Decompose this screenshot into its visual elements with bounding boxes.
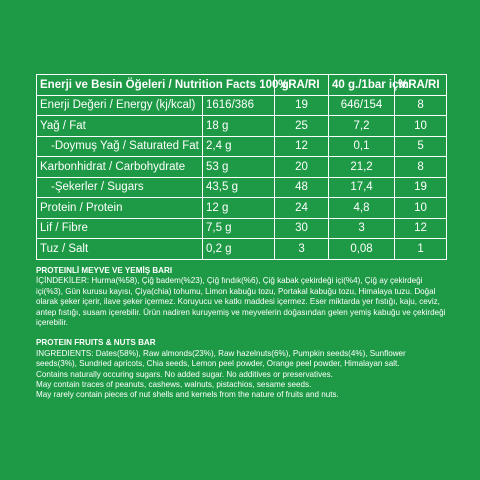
row-ri-percent: 12 [275, 136, 329, 157]
row-per-serving: 7,2 [329, 116, 395, 137]
row-value: 12 g [203, 198, 275, 219]
row-ri-percent: 48 [275, 177, 329, 198]
row-value: 7,5 g [203, 218, 275, 239]
header-ri-percent-serving: %RA/RI [395, 75, 447, 96]
row-per-serving: 646/154 [329, 95, 395, 116]
english-sugar-statement: Contains naturally occuring sugars. No added sugar. No additives or preservatives. [36, 369, 333, 379]
english-ingredients-line: INGREDIENTS: Dates(58%), Raw almonds(23%), Raw hazelnuts(6%), Pumpkin seeds(4%), Sunflower seeds(3%), Sundried apricots, Chia seeds, Lemon peel powder, Orange peel powder, Himalayan salt. [36, 348, 406, 369]
turkish-ingredients-text: İÇİNDEKİLER: Hurma(%58), Çiğ badem(%23), Çiğ fındık(%6), Çiğ kabak çekirdeği içi(%4), Çiğ ay çekirdeği içi(%3), Gün kurusu kayısı, Çiya(chia) tohumu, Limon kabuğu tozu, Portakal kabuğu tozu, Himalaya tuzu. Doğal olarak şeker içerir, ilave şeker içermez. Koruyucu ve katkı maddesi içermez. Eser miktarda yer fıstığı, kaju, ceviz, antep fıstığı, susam içerebilir. Ürün nadiren kuruyemiş ve meyvelerin doğasından gelen yemiş kabuğu ve çekirdeği içerebilir. [36, 276, 446, 328]
row-ri-percent-serving: 10 [395, 116, 447, 137]
header-ri-percent: %RA/RI [275, 75, 329, 96]
row-value: 0,2 g [203, 239, 275, 260]
row-ri-percent: 30 [275, 218, 329, 239]
nutrition-table [36, 74, 447, 260]
english-shell-warning: May rarely contain pieces of nut shells and kernels from the nature of fruits and nuts. [36, 390, 339, 400]
row-per-serving: 0,08 [329, 239, 395, 260]
row-name: Enerji Değeri / Energy (kj/kcal) [37, 95, 203, 116]
header-nutrition-facts: Enerji ve Besin Öğeleri / Nutrition Facts 100 g [37, 75, 275, 96]
row-name: Yağ / Fat [37, 116, 203, 137]
row-value: 1616/386 [203, 95, 275, 116]
row-ri-percent-serving: 8 [395, 157, 447, 178]
row-ri-percent: 24 [275, 198, 329, 219]
row-value: 18 g [203, 116, 275, 137]
row-name: -Doymuş Yağ / Saturated Fat [37, 136, 203, 157]
english-allergen-traces: May contain traces of peanuts, cashews, walnuts, pistachios, sesame seeds. [36, 380, 312, 390]
table-row [37, 116, 447, 137]
row-name: Protein / Protein [37, 198, 203, 219]
english-product-title: PROTEIN FRUITS & NUTS BAR [36, 338, 156, 348]
row-per-serving: 4,8 [329, 198, 395, 219]
row-name: Karbonhidrat / Carbohydrate [37, 157, 203, 178]
turkish-ingredients-block [36, 266, 448, 328]
row-ri-percent: 3 [275, 239, 329, 260]
row-ri-percent-serving: 5 [395, 136, 447, 157]
row-per-serving: 3 [329, 218, 395, 239]
table-row [37, 136, 447, 157]
row-ri-percent-serving: 10 [395, 198, 447, 219]
row-value: 43,5 g [203, 177, 275, 198]
nutrition-facts-section [36, 74, 446, 260]
table-header-row [37, 75, 447, 96]
row-ri-percent-serving: 8 [395, 95, 447, 116]
table-row [37, 198, 447, 219]
row-value: 53 g [203, 157, 275, 178]
row-ri-percent: 19 [275, 95, 329, 116]
row-ri-percent-serving: 12 [395, 218, 447, 239]
row-ri-percent: 25 [275, 116, 329, 137]
row-ri-percent: 20 [275, 157, 329, 178]
row-name: -Şekerler / Sugars [37, 177, 203, 198]
row-ri-percent-serving: 19 [395, 177, 447, 198]
english-ingredients-block [36, 338, 448, 400]
row-name: Lif / Fibre [37, 218, 203, 239]
nutrition-table-body [37, 95, 447, 259]
table-row [37, 95, 447, 116]
row-name: Tuz / Salt [37, 239, 203, 260]
row-value: 2,4 g [203, 136, 275, 157]
table-row [37, 177, 447, 198]
row-per-serving: 17,4 [329, 177, 395, 198]
table-row [37, 157, 447, 178]
ingredients-section [36, 266, 448, 401]
header-per-serving: 40 g./1bar için [329, 75, 395, 96]
row-ri-percent-serving: 1 [395, 239, 447, 260]
turkish-product-title: PROTEINLİ MEYVE VE YEMİŞ BARI [36, 266, 173, 275]
row-per-serving: 21,2 [329, 157, 395, 178]
table-row [37, 218, 447, 239]
row-per-serving: 0,1 [329, 136, 395, 157]
table-row [37, 239, 447, 260]
